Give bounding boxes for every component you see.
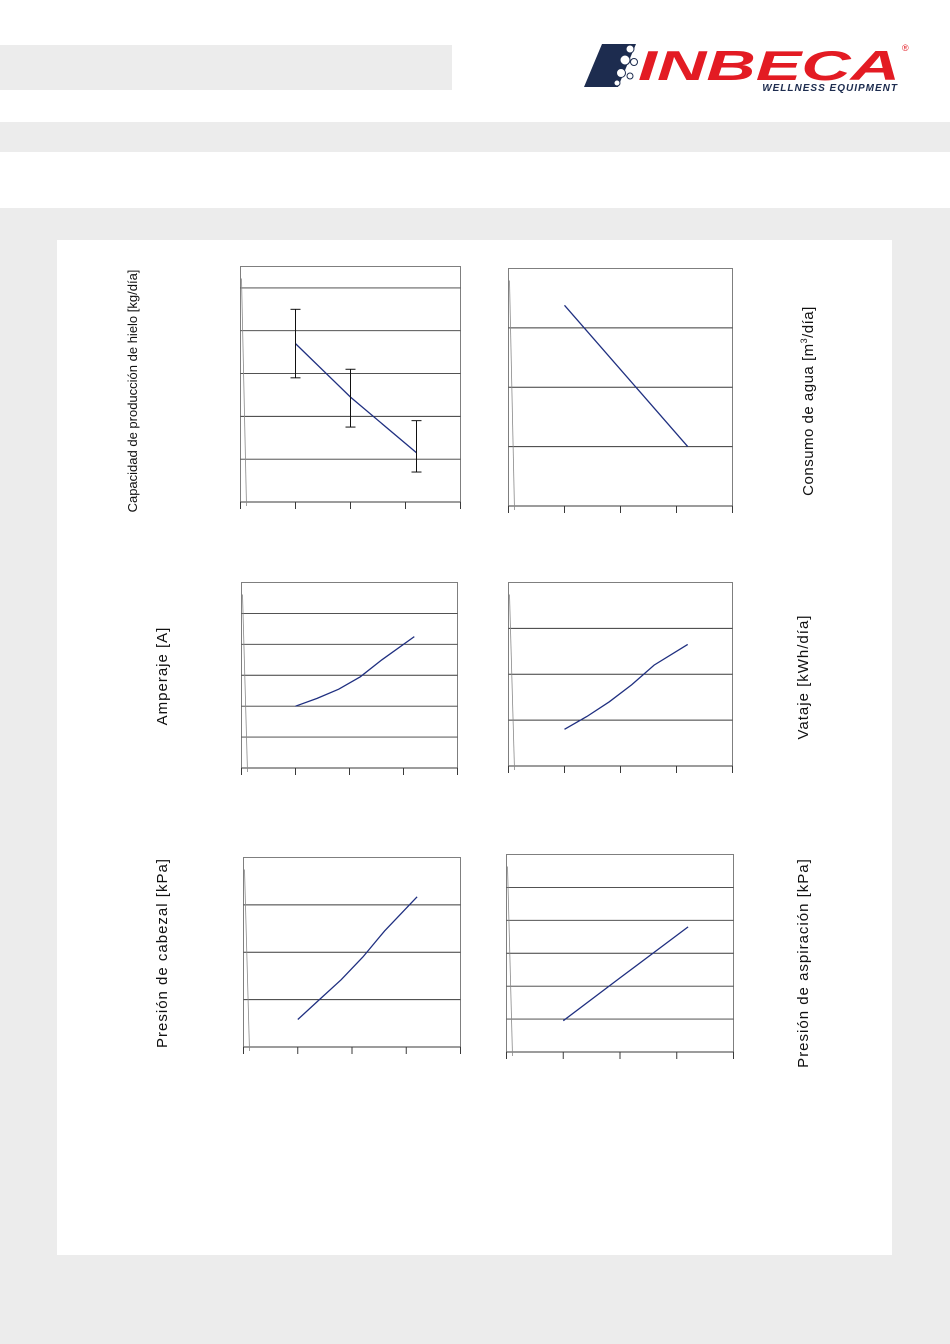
logo-bubble-icon (631, 59, 638, 66)
wattage-chart (508, 582, 733, 774)
wattage-ylabel: Vataje [kWh/día] (795, 614, 812, 740)
ice-capacity-chart (240, 266, 461, 510)
section-band (0, 122, 950, 152)
inbeca-logo (580, 40, 910, 96)
logo-registered-mark: ® (902, 43, 909, 53)
logo-bubble-icon (614, 80, 620, 86)
head-pressure-chart (243, 857, 461, 1055)
subtitle-band (0, 152, 950, 208)
water-consumption-ylabel: Consumo de agua $[m^3/día]$ (799, 306, 817, 496)
suction-pressure-chart (506, 854, 734, 1060)
ice-capacity-ylabel: Capacidad de producción de hielo [kg/día] (125, 269, 140, 513)
logo-bubble-icon (627, 73, 633, 79)
charts-panel (57, 240, 892, 1255)
logo-bubble-icon (620, 55, 630, 65)
logo-bubble-icon (626, 45, 634, 53)
logo-bubble-icon (617, 69, 626, 78)
amperage-ylabel: Amperaje [A] (154, 626, 171, 726)
amperage-chart (241, 582, 458, 776)
logo-wordmark: INBECA (638, 42, 900, 89)
logo-tagline: WELLNESS EQUIPMENT (762, 83, 898, 94)
title-placeholder-bar (0, 45, 452, 90)
suction-pressure-ylabel: Presión de aspiración [kPa] (795, 858, 812, 1068)
head-pressure-ylabel: Presión de cabezal [kPa] (154, 858, 171, 1048)
water-consumption-chart (508, 268, 733, 514)
